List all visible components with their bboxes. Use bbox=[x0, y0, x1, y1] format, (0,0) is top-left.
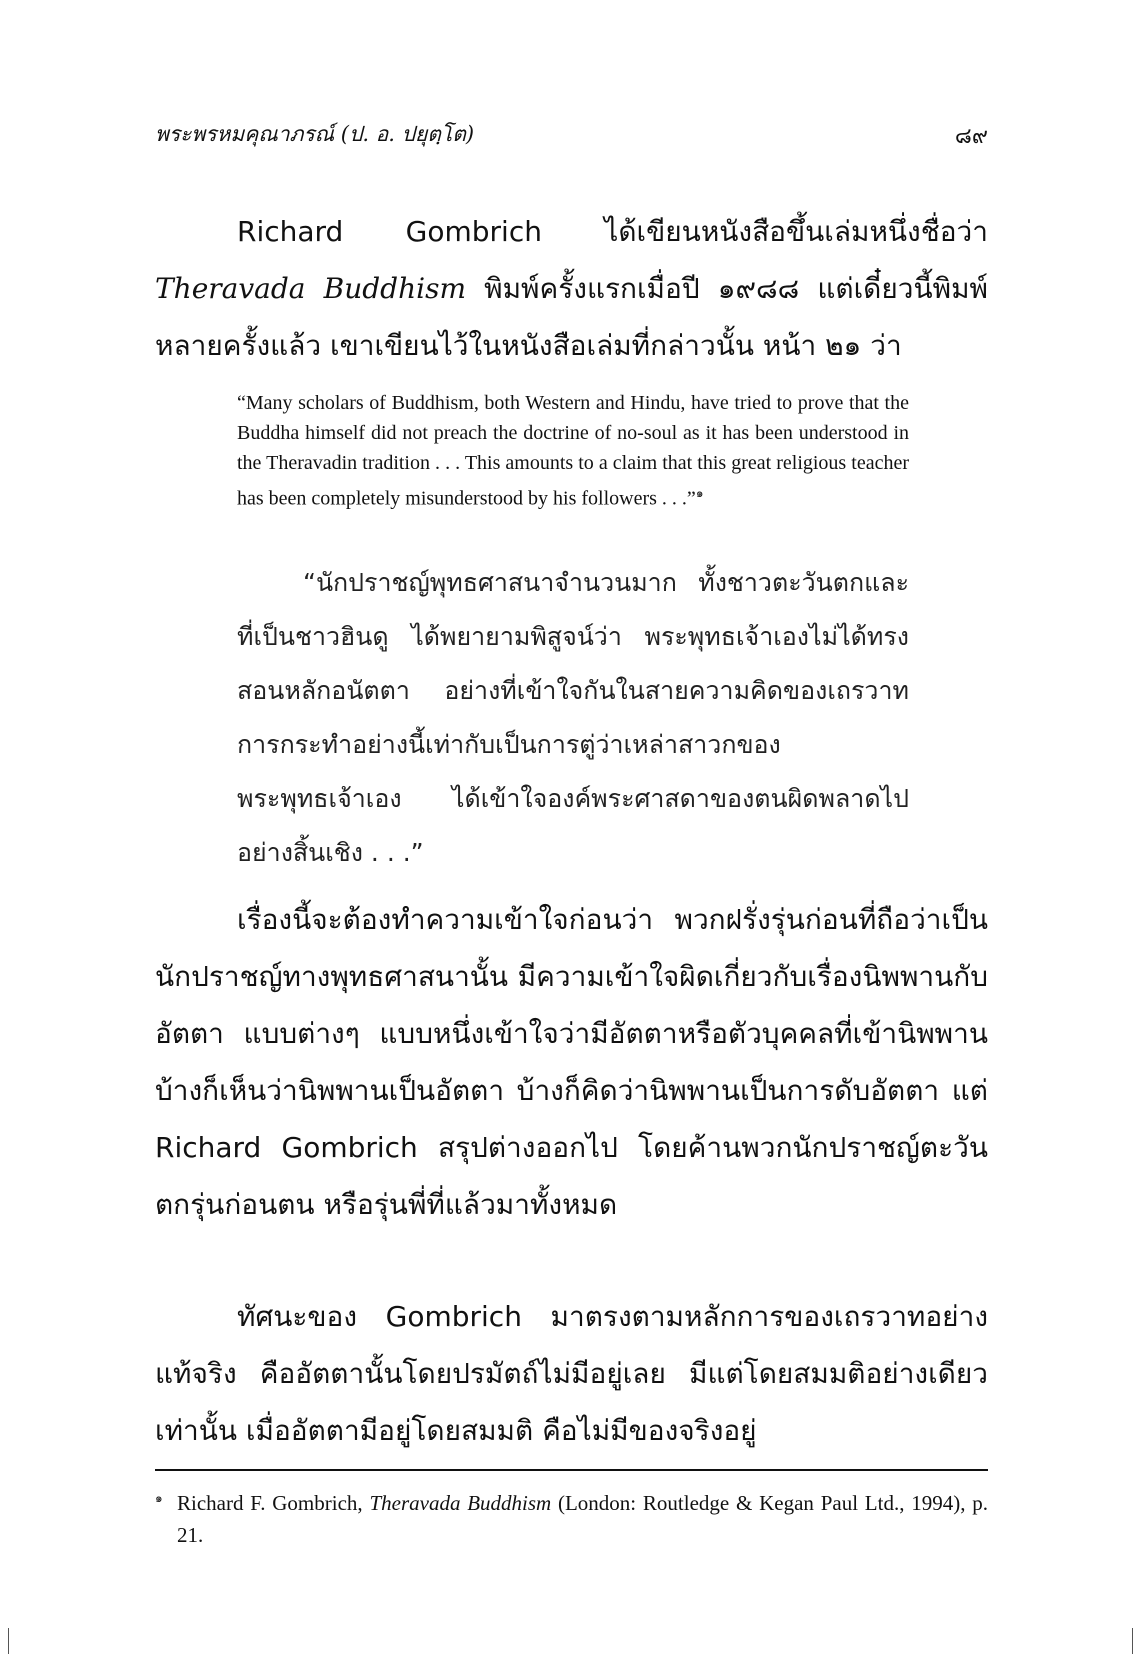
footnote: $^๑$ Richard F. Gombrich, Theravada Buddhism (London: Routledge & Kegan Paul Ltd., 1994), p. 21. bbox=[155, 1491, 988, 1547]
crop-mark-left bbox=[8, 1628, 9, 1654]
paragraph-discussion: เรื่องนี้จะต้องทำความเข้าใจก่อนว่า พวกฝรั่งรุ่นก่อนที่ถือว่าเป็นนักปราชญ์ทางพุทธศาสนานั้น มีความเข้าใจผิดเกี่ยวกับเรื่องนิพพานกับอัตตา แบบต่างๆ แบบหนึ่งเข้าใจว่ามีอัตตาหรือตัวบุคคลที่เข้านิพพาน บ้างก็เห็นว่านิพพานเป็นอัตตา บ้างก็คิดว่านิพพานเป็นการดับอัตตา แต่ Richard Gombrich สรุปต่างออกไป โดยค้านพวกนักปราชญ์ตะวันตกรุ่นก่อนตน หรือรุ่นพี่ที่แล้วมาทั้งหมด bbox=[155, 903, 988, 1221]
book-title: Theravada Buddhism bbox=[155, 272, 466, 305]
english-block-quote: “Many scholars of Buddhism, both Western and Hindu, have tried to prove that the Buddha himself did not preach the doctrine of no-soul as it has been understood in the Theravadin tradition . . . This amounts to a claim that this great religious teacher has been completely misunderstood by his followers . . .”$^๑$ bbox=[237, 392, 909, 510]
thai-translation-quote: “นักปราชญ์พุทธศาสนาจำนวนมาก ทั้งชาวตะวันตกและที่เป็นชาวฮินดู ได้พยายามพิสูจน์ว่า พระพุทธเจ้าเองไม่ได้ทรงสอนหลักอนัตตา อย่างที่เข้าใจกันในสายความคิดของเถรวาท การกระทำอย่างนี้เท่ากับเป็นการตู่ว่าเหล่าสาวกของพระพุทธเจ้าเอง ได้เข้าใจองค์พระศาสดาของตนผิดพลาดไปอย่างสิ้นเชิง . . .” bbox=[237, 568, 909, 867]
author-name: Richard Gombrich bbox=[237, 215, 542, 248]
page-header bbox=[155, 118, 988, 158]
paragraph-view: ทัศนะของ Gombrich มาตรงตามหลักการของเถรวาทอย่างแท้จริง คืออัตตานั้นโดยปรมัตถ์ไม่มีอยู่เลย มีแต่โดยสมมติอย่างเดียวเท่านั้น เมื่ออัตตามีอยู่โดยสมมติ คือไม่มีของจริงอยู่ bbox=[155, 1300, 988, 1447]
crop-mark-right bbox=[1132, 1628, 1133, 1654]
footnote-mark: ๑ bbox=[155, 1491, 163, 1505]
running-head: พระพรหมคุณาภรณ์ (ป. อ. ปยุตฺโต) bbox=[155, 122, 475, 146]
paragraph-intro: Richard Gombrich ได้เขียนหนังสือขึ้นเล่มหนึ่งชื่อว่า Theravada Buddhism พิมพ์ครั้งแรกเมื่อปี ๑๙๘๘ แต่เดี๋ยวนี้พิมพ์หลายครั้งแล้ว เขาเขียนไว้ในหนังสือเล่มที่กล่าวนั้น หน้า ๒๑ ว่า bbox=[155, 215, 988, 362]
footnote-book-title: Theravada Buddhism bbox=[369, 1491, 552, 1515]
footnote-reference: ๑ bbox=[695, 486, 704, 500]
page-number: ๘๙ bbox=[954, 124, 988, 149]
footnote-divider bbox=[155, 1469, 988, 1471]
